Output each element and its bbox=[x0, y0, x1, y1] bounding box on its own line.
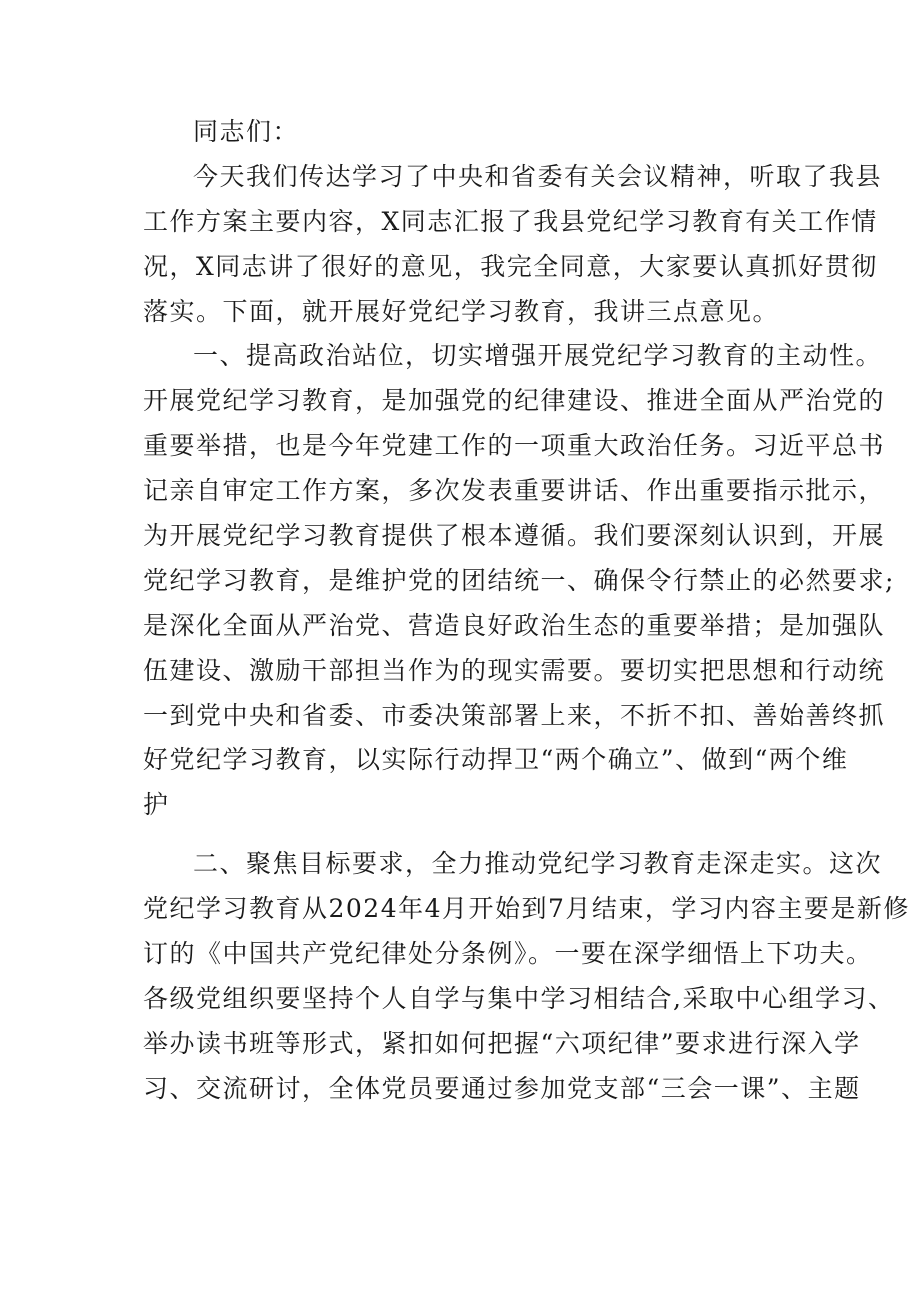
text-line: 落实。下面，就开展好党纪学习教育，我讲三点意见。 bbox=[143, 296, 780, 326]
text-line: 是深化全面从严治党、营造良好政治生态的重要举措；是加强队 bbox=[143, 610, 886, 640]
text-line: 记亲自审定工作方案，多次发表重要讲话、作出重要指示批示， bbox=[143, 476, 886, 506]
paragraph-spacer bbox=[143, 828, 803, 842]
text-line: 伍建设、激励干部担当作为的现实需要。要切实把思想和行动统 bbox=[143, 655, 886, 685]
text-line: 各级党组织要坚持个人自学与集中学习相结合,采取中心组学习、 bbox=[143, 983, 895, 1013]
text-line: 护 bbox=[143, 790, 170, 820]
text-line: 好党纪学习教育，以实际行动捍卫“两个确立”、做到“两个维 bbox=[143, 745, 849, 775]
document-body bbox=[143, 110, 910, 1112]
text-line: 为开展党纪学习教育提供了根本遵循。我们要深刻认识到，开展 bbox=[143, 521, 886, 551]
paragraph-point-one bbox=[143, 334, 895, 828]
text-line: 习、交流研讨，全体党员要通过参加党支部“三会一课”、主题 bbox=[143, 1073, 861, 1103]
text-line: 一到党中央和省委、市委决策部署上来，不折不扣、善始善终抓 bbox=[143, 700, 886, 730]
text-line: 工作方案主要内容，X同志汇报了我县党纪学习教育有关工作情 bbox=[143, 206, 878, 236]
section-heading-one: 一、提高政治站位，切实增强开展党纪学习教育的主动性。 bbox=[193, 341, 883, 371]
text-line: 订的《中国共产党纪律处分条例》。一要在深学细悟上下功夫。 bbox=[143, 939, 873, 969]
salutation: 同志们： bbox=[193, 117, 300, 146]
text-line: 今天我们传达学习了中央和省委有关会议精神，听取了我县 bbox=[193, 161, 883, 191]
text-line: 党纪学习教育，是维护党的团结统一、确保令行禁止的必然要求; bbox=[143, 565, 895, 595]
text-line: 党纪学习教育从2024年4月开始到7月结束，学习内容主要是新修 bbox=[143, 894, 910, 924]
text-line: 开展党纪学习教育，是加强党的纪律建设、推进全面从严治党的 bbox=[143, 386, 886, 416]
section-heading-two: 二、聚焦目标要求，全力推动党纪学习教育走深走实。这次 bbox=[193, 849, 883, 879]
paragraph-opening bbox=[143, 155, 883, 335]
text-line: 举办读书班等形式，紧扣如何把握“六项纪律”要求进行深入学 bbox=[143, 1028, 861, 1058]
text-line: 况，X同志讲了很好的意见，我完全同意，大家要认真抓好贯彻 bbox=[143, 251, 878, 281]
paragraph-point-two bbox=[143, 842, 910, 1111]
text-line: 重要举措，也是今年党建工作的一项重大政治任务。习近平总书 bbox=[143, 431, 886, 461]
